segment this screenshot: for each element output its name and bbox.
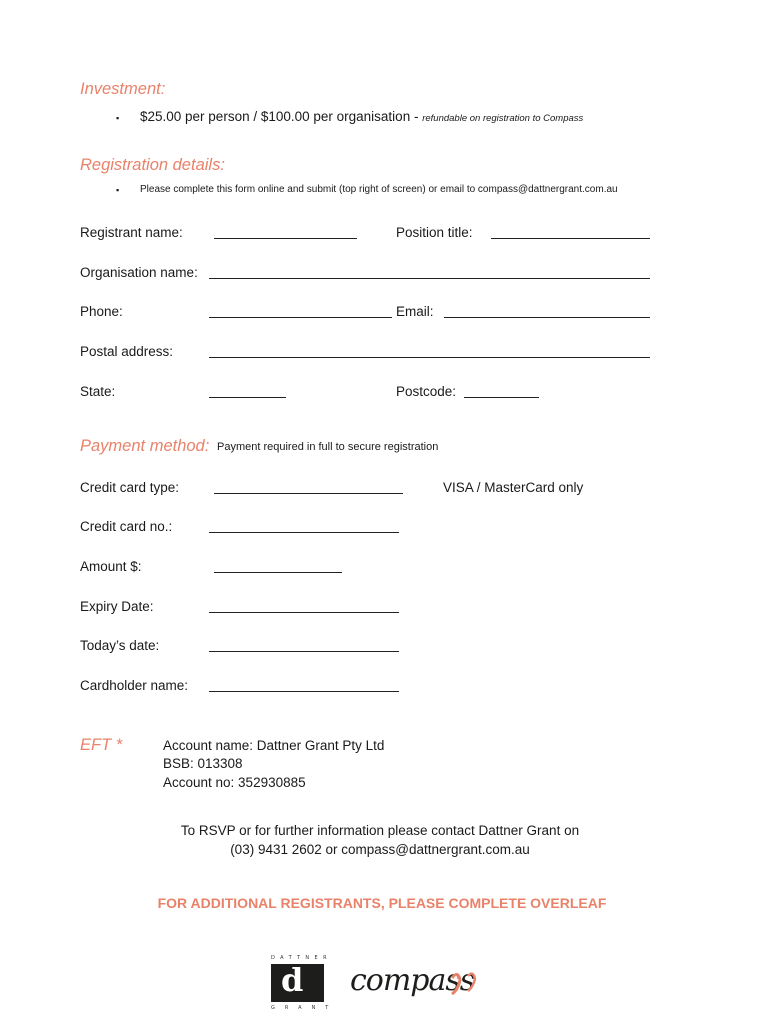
cardholder-name-field[interactable] (209, 691, 399, 692)
todays-date-field[interactable] (209, 651, 399, 652)
registration-bullet: ▪ (116, 185, 120, 195)
cardholder-name-label: Cardholder name: (80, 678, 189, 693)
state-label: State: (80, 384, 116, 399)
investment-refund-note: refundable on registration to Compass (422, 113, 584, 124)
organisation-name-field[interactable] (209, 278, 650, 279)
postal-address-field[interactable] (209, 357, 650, 358)
organisation-name-label: Organisation name: (80, 265, 198, 280)
compass-wordmark: compass (350, 963, 475, 998)
credit-card-no-field[interactable] (209, 532, 399, 533)
credit-card-type-label: Credit card type: (80, 480, 180, 495)
todays-date-label: Today’s date: (80, 638, 160, 653)
card-type-note: VISA / MasterCard only (443, 480, 584, 495)
postcode-field[interactable] (464, 397, 539, 398)
registrant-name-label: Registrant name: (80, 225, 183, 240)
postal-address-label: Postal address: (80, 344, 174, 359)
registrant-name-field[interactable] (214, 238, 357, 239)
credit-card-type-field[interactable] (214, 493, 403, 494)
contact-line-1: To RSVP or for further information please contact Dattner Grant on (180, 823, 580, 838)
email-field[interactable] (444, 317, 650, 318)
phone-label: Phone: (80, 304, 123, 319)
eft-bsb: BSB: 013308 (163, 756, 243, 771)
eft-account-no: Account no: 352930885 (163, 775, 306, 790)
position-title-label: Position title: (396, 225, 473, 240)
amount-label: Amount $: (80, 559, 142, 574)
dattner-logo-box (271, 961, 324, 1002)
credit-card-no-label: Credit card no.: (80, 519, 173, 534)
payment-note: Payment required in full to secure registration (217, 441, 439, 453)
email-label: Email: (396, 304, 434, 319)
investment-bullet: ▪ (116, 113, 120, 123)
dattner-logo-letter: d (281, 961, 304, 999)
payment-method-heading: Payment method: (80, 437, 210, 455)
position-title-field[interactable] (491, 238, 650, 239)
dattner-logo-top-text: DATTNER (271, 955, 332, 961)
postcode-label: Postcode: (396, 384, 457, 399)
amount-field[interactable] (214, 572, 342, 573)
eft-heading: EFT * (80, 736, 123, 754)
overleaf-notice: FOR ADDITIONAL REGISTRANTS, PLEASE COMPLETE OVERLEAF (157, 895, 607, 911)
registration-instruction: Please complete this form online and submit (top right of screen) or email to compass@dattnergrant.com.au (140, 184, 618, 195)
compass-logo-mark (348, 958, 508, 1004)
investment-price (140, 109, 583, 124)
phone-field[interactable] (209, 317, 392, 318)
eft-account-name: Account name: Dattner Grant Pty Ltd (163, 738, 385, 753)
expiry-date-field[interactable] (209, 612, 399, 613)
expiry-date-label: Expiry Date: (80, 599, 154, 614)
investment-price-text: $25.00 per person / $100.00 per organisation - (140, 109, 423, 124)
registration-heading: Registration details: (80, 156, 225, 174)
contact-line-2: (03) 9431 2602 or compass@dattnergrant.com.au (230, 842, 530, 857)
compass-logo (348, 958, 508, 1009)
state-field[interactable] (209, 397, 286, 398)
dattner-logo-bottom-text: GRANT (271, 1005, 339, 1011)
investment-heading: Investment: (80, 80, 166, 98)
